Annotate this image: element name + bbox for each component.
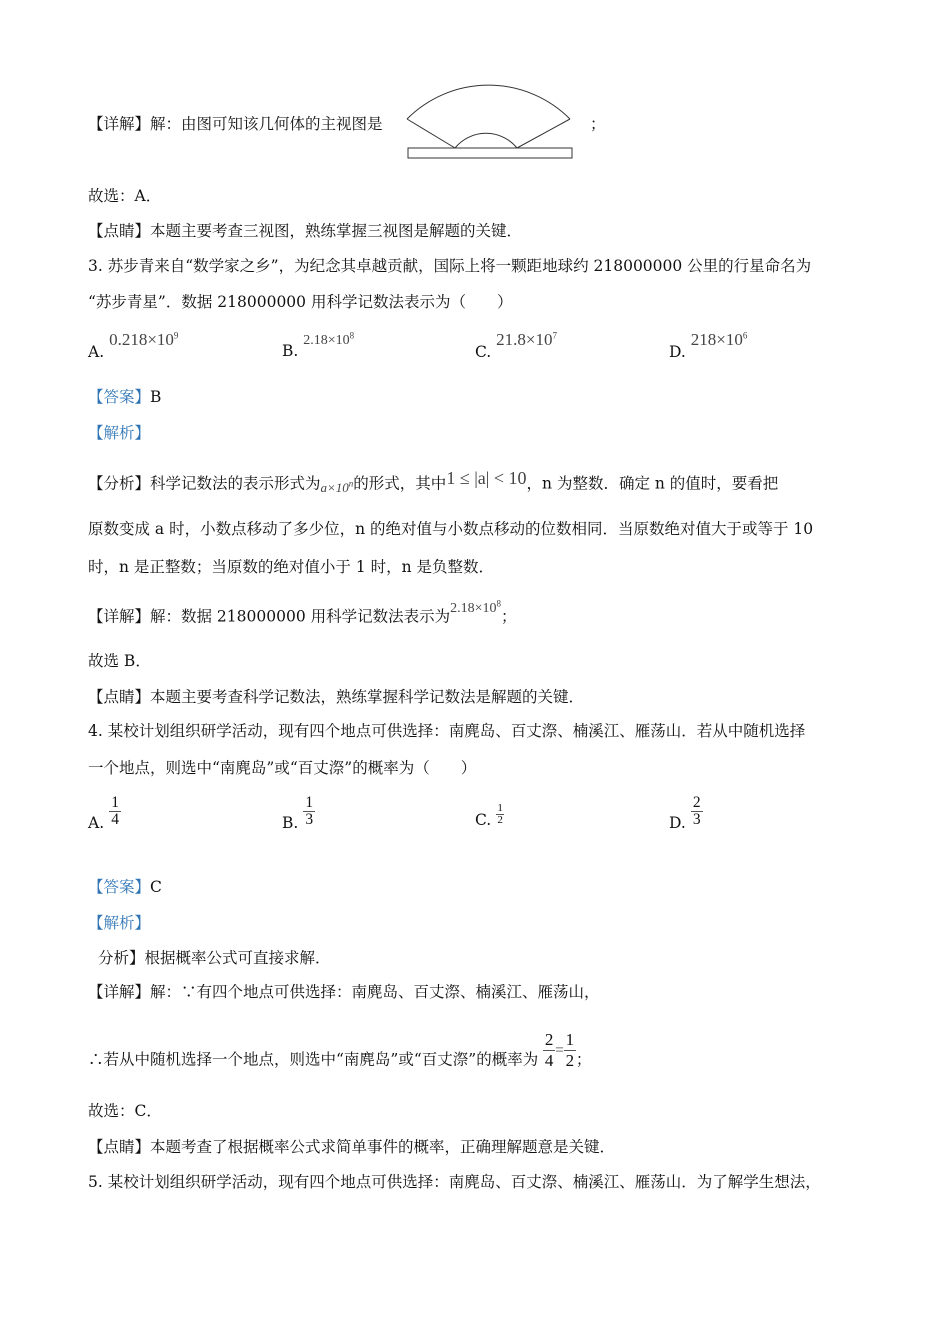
answer-value: B [150,388,162,406]
formula-exp: 8 [496,598,502,608]
numerator: 2 [544,1030,554,1049]
numerator: 1 [305,794,314,811]
q3-option-d [669,330,748,361]
q2-detail [88,114,383,134]
q4-detail-line2 [88,1030,592,1081]
formula-base: 218×10 [690,330,743,349]
denominator: 2 [497,814,503,826]
q3-analysis-line2: 原数变成 a 时，小数点移动了多少位，n 的绝对值与小数点移动的位数相同．当原数绝对值大于或等于 10 [88,520,814,538]
q3-analysis-line3: 时，n 是正整数；当原数的绝对值小于 1 时，n 是负整数． [88,558,495,576]
denominator: 2 [565,1051,575,1070]
numerator: 2 [692,794,701,811]
formula-base: 2.18×10 [303,333,350,348]
denominator: 3 [305,811,314,828]
q4-detail-line1: 【详解】解：∵有四个地点可供选择：南麂岛、百丈漈、楠溪江、雁荡山， [88,983,600,1001]
q3-choose: 故选 B． [88,652,151,670]
option-letter: D. [669,813,686,832]
formula-exp: n [348,479,354,489]
numerator: 1 [111,794,119,811]
option-letter: B. [282,813,299,832]
q4-option-c [475,802,504,829]
formula-base: 0.218×10 [109,330,174,349]
numerator: 1 [565,1030,575,1049]
option-formula [109,330,178,349]
text: ∴若从中随机选择一个地点，则选中“南麂岛”或“百丈漈”的概率为 [88,1050,539,1069]
q4-option-a [88,794,121,832]
q3-option-b [282,330,355,360]
q3-analysis-label: 【解析】 [88,424,151,442]
fraction [303,795,315,828]
option-letter: D. [669,343,686,361]
formula: 1 ≤ |a| < 10 [446,468,527,489]
option-letter: A. [88,343,105,361]
formula-base: 2.18×10 [450,600,497,616]
q2-detail-text: 【详解】解：由图可知该几何体的主视图是 [88,115,383,133]
answer-label: 【答案】 [88,878,151,896]
q4-stem-line1: 4. 某校计划组织研学活动，现有四个地点可供选择：南麂岛、百丈漈、楠溪江、雁荡山．若从中随机选择 [88,722,806,740]
q4-option-d [669,794,703,832]
q2-comment: 【点睛】本题主要考查三视图，熟练掌握三视图是解题的关键． [88,222,523,240]
option-formula [303,330,355,348]
denominator: 4 [111,811,119,828]
q4-answer [88,877,162,897]
option-formula [496,330,557,349]
formula [450,598,502,616]
text: 的形式，其中 [353,474,447,493]
q3-option-a [88,330,179,361]
formula-exp: 8 [349,330,355,341]
formula-base: 21.8×10 [496,330,553,349]
text: ； [575,1050,592,1069]
formula-exp: 9 [173,330,179,341]
denominator: 4 [544,1051,554,1070]
answer-value: C [150,878,162,896]
fraction [543,1030,555,1071]
formula-exp: 6 [742,330,748,341]
q3-detail [88,598,517,629]
q3-stem-line1: 3. 苏步青来自“数学家之乡”，为纪念其卓越贡献，国际上将一颗距地球约 218000000 公里的行星命名为 [88,257,812,275]
option-letter: B. [282,342,299,360]
q3-answer [88,387,161,407]
text: 【分析】科学记数法的表示形式为 [88,474,321,493]
q3-analysis-line1 [88,470,778,494]
denominator: 3 [692,811,701,828]
formula-base: a×10 [320,480,349,496]
q4-stem-line2: 一个地点，则选中“南麂岛”或“百丈漈”的概率为（ ） [88,759,477,777]
q2-choose: 故选：A． [88,187,162,205]
q3-option-c [475,330,558,361]
fraction [691,795,703,828]
formula-exp: 7 [552,330,558,341]
option-letter: A. [88,813,105,832]
q2-detail-suffix: ； [590,115,606,133]
option-letter: C. [475,343,492,361]
q4-option-b [282,794,315,832]
formula [321,480,354,495]
front-view-figure [405,76,575,162]
numerator: 1 [497,802,503,814]
q5-stem-line1: 5. 某校计划组织研学活动，现有四个地点可供选择：南麂岛、百丈漈、楠溪江、雁荡山．为了解学生想法， [88,1173,821,1191]
option-formula [691,330,748,349]
text: ，n 为整数．确定 n 的值时，要看把 [526,474,779,493]
q3-comment: 【点睛】本题主要考查科学记数法，熟练掌握科学记数法是解题的关键． [88,688,585,706]
option-letter: C. [475,810,492,829]
q3-stem-line2: “苏步青星”．数据 218000000 用科学记数法表示为（ ） [88,293,513,311]
q4-analysis-label: 【解析】 [88,914,151,932]
text: 【详解】解：数据 218000000 用科学记数法表示为 [88,607,451,626]
equals-sign: = [555,1041,564,1059]
fraction [109,795,121,828]
fraction [496,803,504,826]
q4-analysis: 分析】根据概率公式可直接求解． [98,949,331,967]
fraction [564,1030,576,1071]
answer-label: 【答案】 [88,388,151,406]
q4-comment: 【点睛】本题考查了根据概率公式求简单事件的概率，正确理解题意是关键． [88,1138,616,1156]
q4-choose: 故选：C． [88,1102,162,1120]
text: ； [501,607,517,626]
